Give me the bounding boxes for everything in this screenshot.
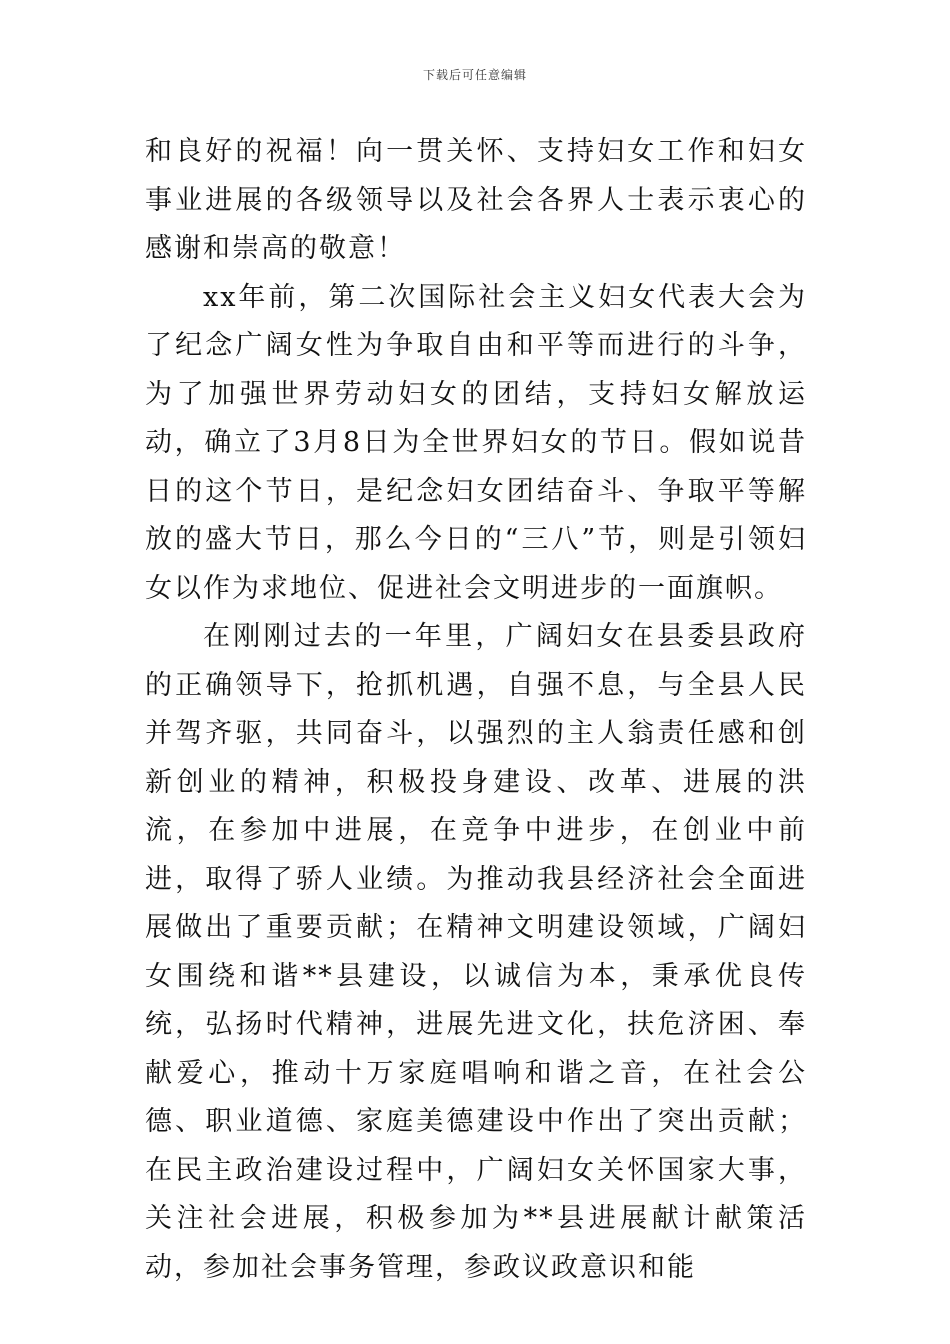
paragraph-2: xx年前，第二次国际社会主义妇女代表大会为了纪念广阔女性为争取自由和平等而进行的斗争，为了加强世界劳动妇女的团结，支持妇女解放运动，确立了3月8日为全世界妇女的节日。假如说昔日的这个节日，是纪念妇女团结奋斗、争取平等解放的盛大节日，那么今日的“三八”节，则是引领妇女以作为求地位、促进社会文明进步的一面旗帜。 <box>145 281 807 604</box>
paragraph-1: 和良好的祝福！向一贯关怀、支持妇女工作和妇女事业进展的各级领导以及社会各界人士表示衷心的感谢和崇高的敬意！ <box>145 136 807 264</box>
document-body <box>145 128 807 1292</box>
page-header: 下载后可任意编辑 <box>422 68 527 82</box>
paragraph-3: 在刚刚过去的一年里，广阔妇女在县委县政府的正确领导下，抢抓机遇，自强不息，与全县人民并驾齐驱，共同奋斗，以强烈的主人翁责任感和创新创业的精神，积极投身建设、改革、进展的洪流，在参加中进展，在竞争中进步，在创业中前进，取得了骄人业绩。为推动我县经济社会全面进展做出了重要贡献；在精神文明建设领域，广阔妇女围绕和谐**县建设，以诚信为本，秉承优良传统，弘扬时代精神，进展先进文化，扶危济困、奉献爱心，推动十万家庭唱响和谐之音，在社会公德、职业道德、家庭美德建设中作出了突出贡献；在民主政治建设过程中，广阔妇女关怀国家大事，关注社会进展，积极参加为**县进展献计献策活动，参加社会事务管理，参政议政意识和能 <box>145 621 807 1283</box>
